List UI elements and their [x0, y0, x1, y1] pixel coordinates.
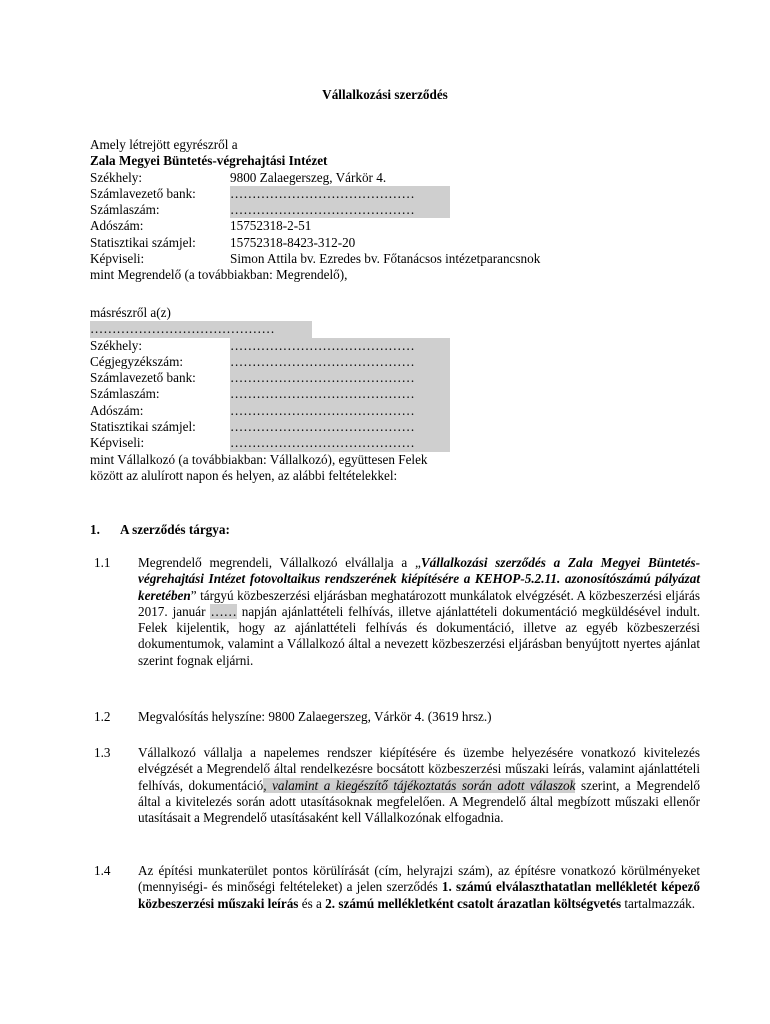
party2-intro: másrészről a(z): [90, 305, 171, 320]
blank-field: ……: [210, 603, 237, 619]
blank-field: ……………………………………: [230, 354, 450, 370]
party1-intro: Amely létrejött egyrészről a: [90, 137, 238, 152]
party2-name: [90, 321, 690, 337]
blank-field: ……………………………………: [230, 403, 450, 419]
party2-row: Statisztikai számjel: ……………………………………: [90, 419, 690, 435]
paragraph-1-1: 1.1 Megrendelő megrendeli, Vállalkozó elvállalja a „Vállalkozási szerződés a Zala Megyei Büntetés-végrehajtási Intézet fotovoltaikus rendszerének kiépítésére a KEHOP-5.2.11. azonosítószámú pályázat keretében” tárgyú közbeszerzési eljárásban meghatározott munkálatok elvégzését. A közbeszerzési eljárás 2017. január …… napján ajánlattételi felhívás, illetve ajánlattételi dokumentáció megküldésével indult. Felek kijelentik, hogy az ajánlattételi felhívás és dokumentáció, illetve az egyéb közbeszerzési dokumentumok, valamint a Vállalkozó által a nevezett közbeszerzési eljárásban benyújtott nyertes ajánlat szerint fognak eljárni.: [94, 555, 701, 668]
party1-row: Statisztikai számjel: 15752318-8423-312-20: [90, 234, 356, 250]
party2-row: Cégjegyzékszám: ……………………………………: [90, 354, 690, 370]
party1-closing: mint Megrendelő (a továbbiakban: Megrendelő),: [90, 267, 348, 283]
party1-name: Zala Megyei Büntetés-végrehajtási Intézet: [90, 153, 328, 169]
party2-closing: mint Vállalkozó (a továbbiakban: Vállalkozó), együttesen Felek: [90, 451, 428, 467]
party2-row: Adószám: ……………………………………: [90, 403, 690, 419]
party1-row: Képviseli: Simon Attila bv. Ezredes bv. Főtanácsos intézetparancsnok: [90, 251, 541, 267]
paragraph-1-2: 1.2 Megvalósítás helyszíne: 9800 Zalaegerszeg, Várkör 4. (3619 hrsz.): [94, 709, 492, 724]
paragraph-1-4: 1.4 Az építési munkaterület pontos körülírását (cím, helyrajzi szám), az építésre vonatkozó körülményeket (mennyiségi- és minőségi feltételeket) a jelen szerződés 1. számú elválaszthatatlan mellékletét képező közbeszerzési műszaki leírás és a 2. számú mellékletként csatolt árazatlan költségvetés tartalmazzák.: [94, 863, 700, 911]
blank-field: ……………………………………: [90, 321, 312, 337]
blank-field: ……………………………………: [230, 435, 450, 451]
section-heading: 1. A szerződés tárgya:: [90, 522, 230, 537]
party1-block: [90, 137, 690, 284]
blank-field: ……………………………………: [230, 386, 450, 402]
highlighted-text: , valamint a kiegészítő tájékoztatás során adott válaszok: [263, 777, 576, 793]
document-title: Vállalkozási szerződés: [322, 87, 448, 102]
blank-field: ……………………………………: [230, 419, 450, 435]
party1-row: Adószám: 15752318-2-51: [90, 218, 312, 234]
party2-block: [90, 305, 690, 484]
party1-row: Székhely: 9800 Zalaegerszeg, Várkör 4.: [90, 169, 387, 185]
blank-field: ……………………………………: [230, 202, 450, 218]
blank-field: ……………………………………: [230, 186, 450, 202]
party2-closing: között az alulírott napon és helyen, az alábbi feltételekkel:: [90, 467, 398, 483]
party1-row: Számlavezető bank: ……………………………………: [90, 186, 690, 202]
paragraph-1-3: 1.3 Vállalkozó vállalja a napelemes rendszer kiépítésére és üzembe helyezésére vonatkozó kivitelezés elvégzését a Megrendelő által rendelkezésre bocsátott közbeszerzési műszaki leírás, valamint ajánlattételi felhívás, dokumentáció, valamint a kiegészítő tájékoztatás során adott válaszok szerint, a Megrendelő által a kivitelezés során adott utasításoknak megfelelően. A Megrendelő által megbízott műszaki ellenőr utasításait a Megrendelő utasításaként kell Vállalkozónak elfogadnia.: [94, 745, 700, 826]
party2-row: Számlaszám: ……………………………………: [90, 386, 690, 402]
party2-row: Képviseli: ……………………………………: [90, 435, 690, 451]
party2-row: Számlavezető bank: ……………………………………: [90, 370, 690, 386]
blank-field: ……………………………………: [230, 370, 450, 386]
blank-field: ……………………………………: [230, 338, 450, 354]
party2-row: Székhely: ……………………………………: [90, 338, 690, 354]
party1-row: Számlaszám: ……………………………………: [90, 202, 690, 218]
